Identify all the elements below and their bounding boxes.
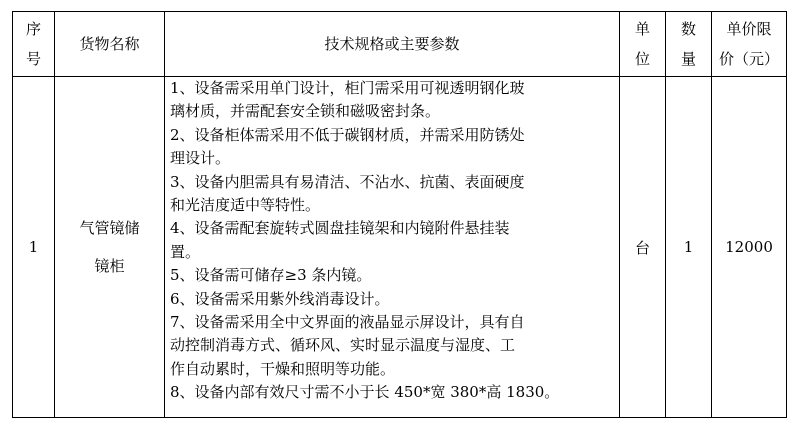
header-price-line-1: 单价限 bbox=[726, 20, 772, 38]
header-tech-params: 技术规格或主要参数 bbox=[165, 12, 620, 77]
header-quantity-line-2: 量 bbox=[680, 50, 696, 68]
cell-tech-params bbox=[165, 77, 620, 418]
param-line: 8、设备内部有效尺寸需不小于长 450*宽 380*高 1830。 bbox=[170, 383, 560, 402]
param-line: 置。 bbox=[170, 242, 201, 261]
cell-goods-name bbox=[55, 77, 165, 418]
goods-name-line-1: 气管镜储 bbox=[79, 219, 140, 237]
param-line: 动控制消毒方式、循环风、实时显示温度与湿度、工 bbox=[170, 336, 516, 355]
param-line: 4、设备需配套旋转式圆盘挂镜架和内镜附件悬挂装 bbox=[170, 219, 510, 238]
header-unit-line-1: 单 bbox=[634, 20, 650, 38]
header-seq-line-1: 序 bbox=[25, 20, 41, 38]
param-line: 5、设备需可储存≥3 条内镜。 bbox=[170, 266, 372, 285]
goods-name-line-2: 镜柜 bbox=[94, 257, 125, 275]
header-seq-line-2: 号 bbox=[25, 50, 41, 68]
cell-seq: 1 bbox=[13, 77, 55, 418]
table-row bbox=[13, 77, 787, 418]
header-unit bbox=[620, 12, 666, 77]
header-quantity-line-1: 数 bbox=[680, 20, 696, 38]
header-unit-price-limit bbox=[712, 12, 787, 77]
header-seq bbox=[13, 12, 55, 77]
procurement-spec-table bbox=[12, 11, 787, 418]
param-line: 璃材质，并需配套安全锁和磁吸密封条。 bbox=[170, 102, 441, 121]
param-line: 1、设备需采用单门设计，柜门需采用可视透明钢化玻 bbox=[170, 79, 525, 97]
header-quantity bbox=[666, 12, 712, 77]
header-price-line-2: 价（元） bbox=[718, 50, 779, 68]
header-unit-line-2: 位 bbox=[634, 50, 650, 68]
cell-quantity: 1 bbox=[666, 77, 712, 418]
param-line: 作自动累时，干燥和照明等功能。 bbox=[170, 359, 396, 378]
param-line: 7、设备需采用全中文界面的液晶显示屏设计，具有自 bbox=[170, 313, 525, 332]
cell-unit-price-limit: 12000 bbox=[712, 77, 787, 418]
param-line: 3、设备内胆需具有易清洁、不沾水、抗菌、表面硬度 bbox=[170, 172, 525, 191]
header-goods-name: 货物名称 bbox=[55, 12, 165, 77]
param-line: 2、设备柜体需采用不低于碳钢材质，并需采用防锈处 bbox=[170, 125, 525, 144]
param-line: 理设计。 bbox=[170, 149, 231, 168]
param-line: 和光洁度适中等特性。 bbox=[170, 196, 321, 215]
cell-unit: 台 bbox=[620, 77, 666, 418]
table-header-row bbox=[13, 12, 787, 77]
param-line: 6、设备需采用紫外线消毒设计。 bbox=[170, 289, 390, 308]
